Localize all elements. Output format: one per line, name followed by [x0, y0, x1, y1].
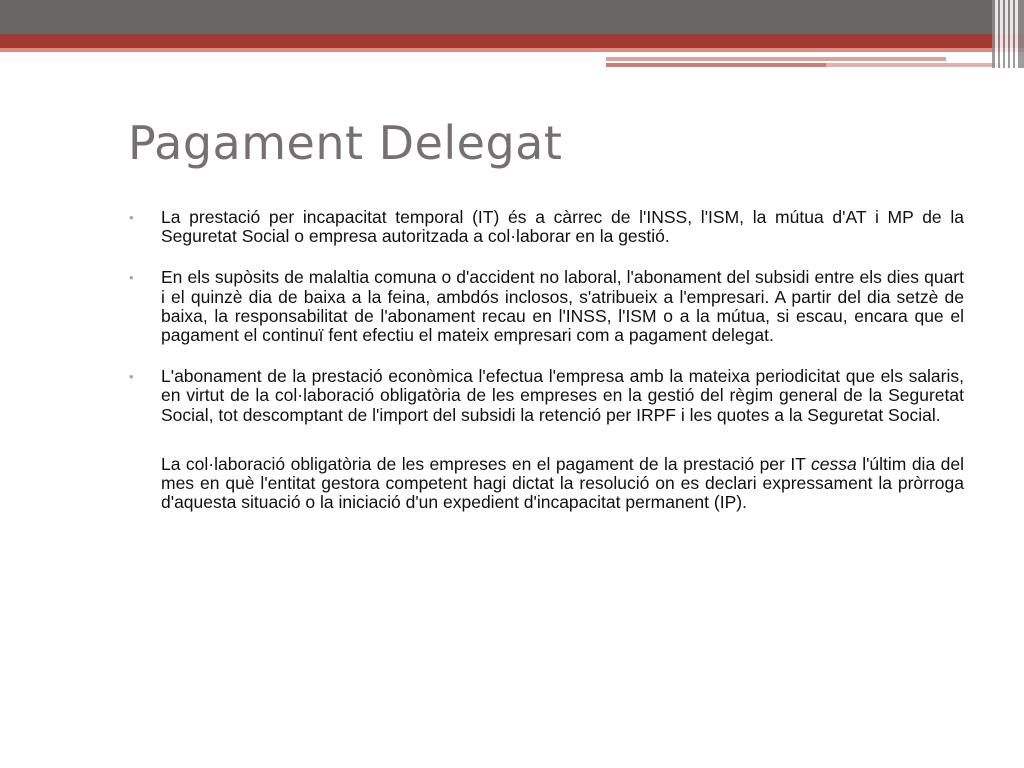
bullet-item — [128, 268, 964, 345]
slide-title: Pagament Delegat — [128, 116, 563, 170]
bullet-text: L'abonament de la prestació econòmica l'efectua l'empresa amb la mateixa periodicitat que els salaris, en virtut de la col·laboració obligatòria de les empreses en la gestió del règim general de la Seguretat Social, tot descomptant de l'import del subsidi la retenció per IRPF i les quotes a la Seguretat Social. — [161, 366, 964, 425]
closing-emphasis: cessa — [811, 453, 857, 474]
bullet-icon: • — [129, 210, 134, 225]
bullet-text: En els supòsits de malaltia comuna o d'accident no laboral, l'abonament del subsidi entre els dies quart i el quinzè dia de baixa a la feina, ambdós inclosos, s'atribueix a l'empresari. A partir del dia setzè de baixa, la responsabilitat de l'abonament recau en l'INSS, l'ISM o a la mútua, si escau, encara que el pagament el continuï fent efectiu el mateix empresari com a pagament delegat. — [161, 267, 964, 346]
bullet-item — [128, 208, 964, 246]
slide-body — [128, 208, 964, 512]
closing-text-after: l'últim dia del mes en què l'entitat gestora competent hagi dictat la resolució on es declari expressament la pròrroga d'aquesta situació o la iniciació d'un expedient d'incapacitat permanent (IP). — [161, 453, 964, 513]
header-band-gray — [0, 0, 1024, 34]
header-deco-line — [606, 63, 826, 67]
closing-paragraph — [128, 455, 964, 513]
header-stripes — [992, 0, 1024, 68]
bullet-item — [128, 367, 964, 425]
header-band-pink — [0, 48, 1024, 52]
header-deco-line — [606, 57, 946, 61]
header-band-red — [0, 34, 1024, 48]
bullet-icon: • — [129, 270, 134, 286]
header-deco-line — [826, 63, 1002, 67]
bullet-text: La prestació per incapacitat temporal (IT) és a càrrec de l'INSS, l'ISM, la mútua d'AT i MP de la Seguretat Social o empresa autoritzada a col·laborar en la gestió. — [161, 207, 964, 247]
bullet-icon: • — [129, 369, 134, 385]
closing-text-before: La col·laboració obligatòria de les empreses en el pagament de la prestació per IT — [161, 453, 812, 474]
